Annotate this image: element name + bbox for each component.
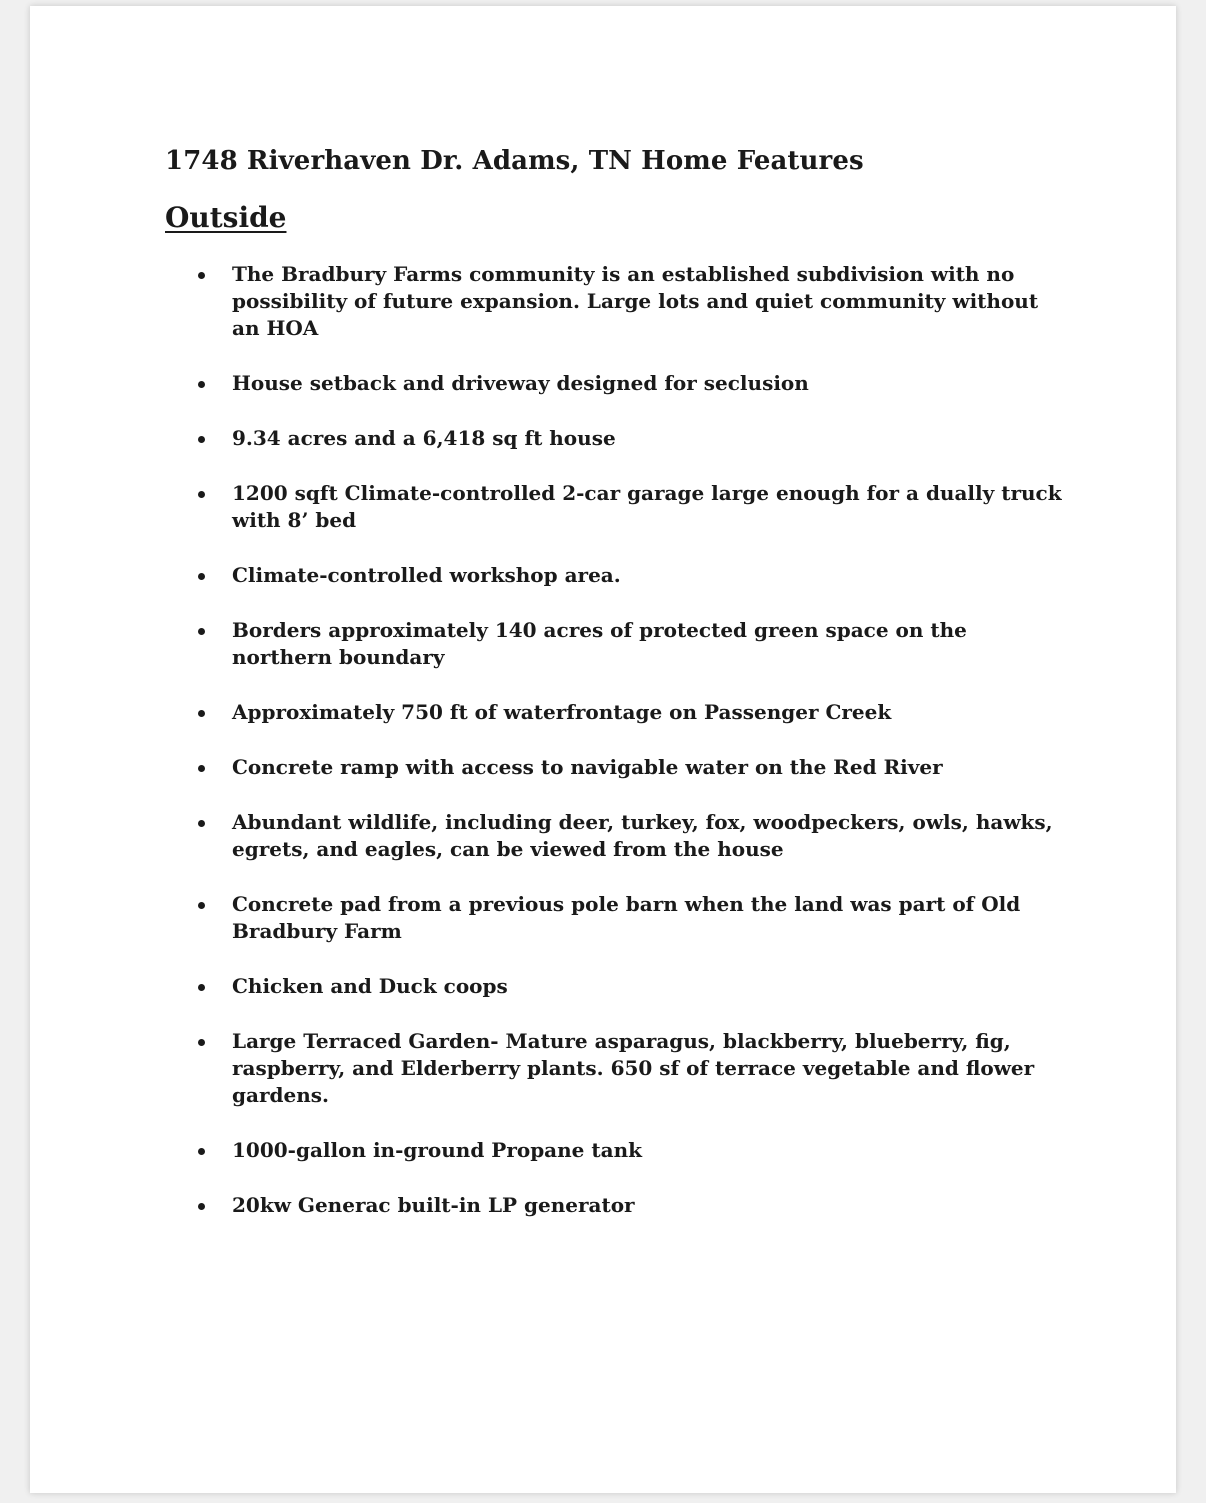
list-item [165,754,1065,781]
document-page [30,6,1176,1493]
list-item [165,562,1065,589]
bullet-icon [198,491,205,498]
bullet-icon [198,573,205,580]
list-item [165,617,1065,671]
list-item [165,261,1065,342]
feature-text: 20kw Generac built-in LP generator [232,1192,635,1217]
section-heading-outside: Outside [165,201,287,235]
feature-text: Approximately 750 ft of waterfrontage on Passenger Creek [232,699,892,724]
list-item [165,1137,1065,1164]
list-item [165,370,1065,397]
feature-text: Large Terraced Garden- Mature asparagus, blackberry, blueberry, fig, raspberry, and Elderberry plants. 650 sf of terrace vegetable and flower gardens. [232,1028,1035,1107]
list-item [165,425,1065,452]
feature-text: 1000-gallon in-ground Propane tank [232,1137,642,1162]
bullet-icon [198,1148,205,1155]
list-item [165,973,1065,1000]
feature-text: Concrete ramp with access to navigable water on the Red River [232,754,943,779]
feature-text: The Bradbury Farms community is an established subdivision with no possibility of future expansion. Large lots and quiet community without an HOA [232,261,1039,340]
feature-list [165,261,1065,1219]
feature-text: Borders approximately 140 acres of protected green space on the northern boundary [232,617,967,669]
list-item [165,1192,1065,1219]
feature-text: Abundant wildlife, including deer, turkey, fox, woodpeckers, owls, hawks, egrets, and eagles, can be viewed from the house [232,809,1053,861]
feature-text: Chicken and Duck coops [232,973,508,998]
feature-text: Concrete pad from a previous pole barn when the land was part of Old Bradbury Farm [232,891,1021,943]
list-item [165,809,1065,863]
bullet-icon [198,272,205,279]
document-content [165,146,1065,1247]
feature-text: Climate-controlled workshop area. [232,562,621,587]
bullet-icon [198,710,205,717]
bullet-icon [198,628,205,635]
bullet-icon [198,381,205,388]
list-item [165,891,1065,945]
bullet-icon [198,984,205,991]
bullet-icon [198,902,205,909]
bullet-icon [198,1203,205,1210]
bullet-icon [198,820,205,827]
list-item [165,699,1065,726]
bullet-icon [198,1039,205,1046]
list-item [165,1028,1065,1109]
feature-text: 1200 sqft Climate-controlled 2-car garage large enough for a dually truck with 8’ bed [232,480,1062,532]
bullet-icon [198,765,205,772]
list-item [165,480,1065,534]
feature-text: House setback and driveway designed for seclusion [232,370,809,395]
feature-text: 9.34 acres and a 6,418 sq ft house [232,425,616,450]
bullet-icon [198,436,205,443]
document-title: 1748 Riverhaven Dr. Adams, TN Home Features [165,146,864,176]
